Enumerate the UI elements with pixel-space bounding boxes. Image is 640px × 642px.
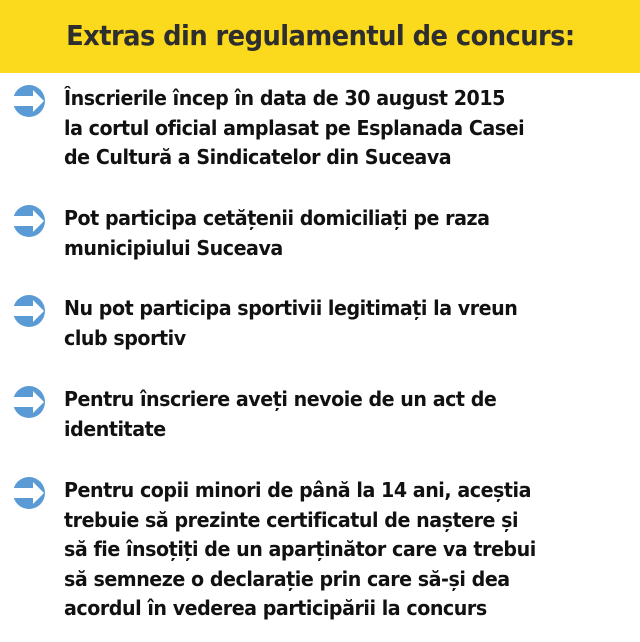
list-item-text: Înscrierile încep în data de 30 august 2015 la cortul oficial amplasat pe Esplanada Casei de Cultură a Sindicatelor din Suceava	[64, 86, 525, 169]
page-title: Extras din regulamentul de concurs:	[65, 19, 575, 52]
list-item-text: Pot participa cetățenii domiciliați pe raza municipiului Suceava	[64, 206, 490, 260]
arrow-right-circle-icon	[13, 477, 45, 509]
header-banner	[0, 0, 640, 73]
arrow-right-circle-icon	[13, 205, 45, 237]
arrow-right-circle-icon	[13, 295, 45, 327]
list-item-text: Pentru înscriere aveți nevoie de un act de identitate	[64, 387, 497, 441]
arrow-right-circle-icon	[13, 85, 45, 117]
arrow-right-circle-icon	[13, 386, 45, 418]
list-item-text: Pentru copii minori de până la 14 ani, aceștia trebuie să prezinte certificatul de naștere și să fie însoțiți de un aparținător care va trebui să semneze o declarație prin care să-și dea acordul în vederea participării la concurs	[64, 478, 536, 620]
list-item-text: Nu pot participa sportivii legitimați la vreun club sportiv	[64, 296, 518, 350]
